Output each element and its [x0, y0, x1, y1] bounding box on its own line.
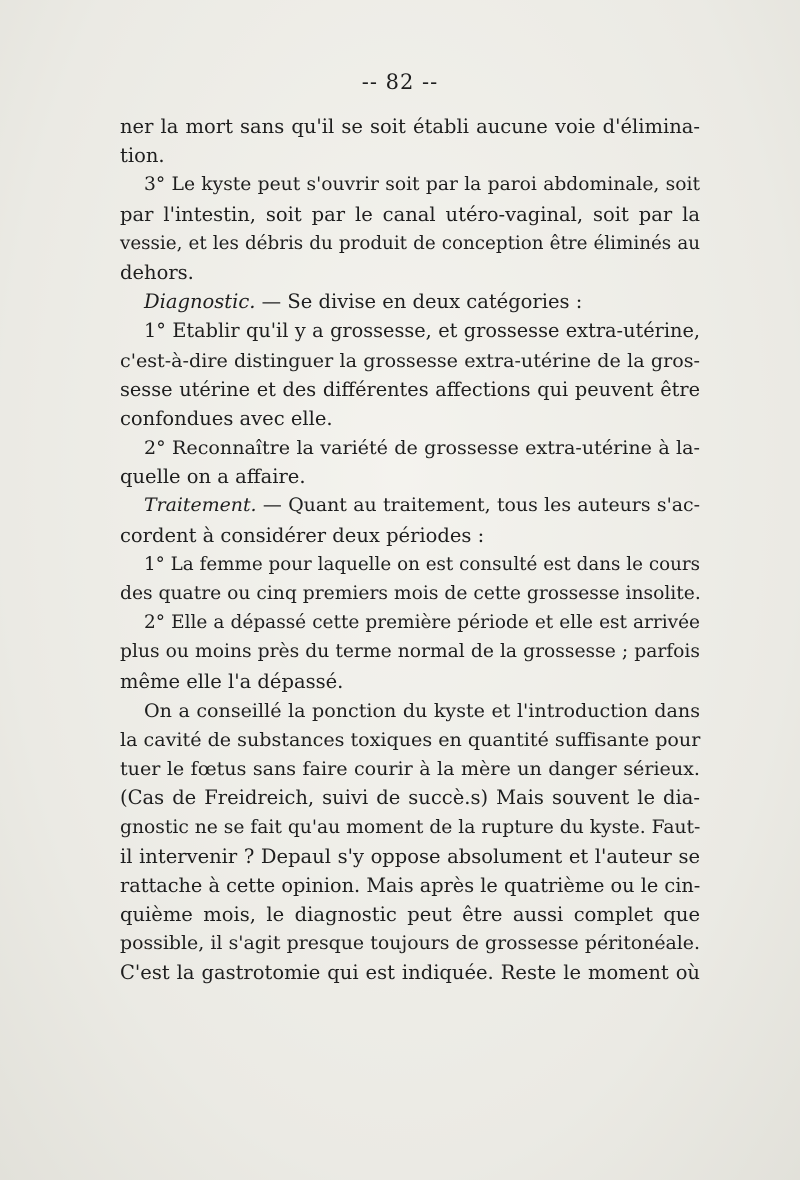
text-line: ner la mort sans qu'il se soit établi aucune voie d'élimina- [120, 115, 700, 138]
section-heading-diagnostic: Diagnostic. [144, 290, 256, 314]
text-line: 1° Etablir qu'il y a grossesse, et grossesse extra-utérine, [144, 319, 700, 343]
text-line: C'est la gastrotomie qui est indiquée. Reste le moment où [120, 961, 700, 985]
body-text [120, 112, 700, 988]
text-line: quelle on a affaire. [120, 465, 306, 489]
page-number: -- 82 -- [361, 70, 439, 94]
text-line: 2° Elle a dépassé cette première période et elle est arrivée [144, 612, 700, 634]
text-line: possible, il s'agit presque toujours de grossesse péritonéale. [120, 932, 700, 955]
section-heading-line [120, 491, 700, 520]
text-line: même elle l'a dépassé. [120, 669, 344, 693]
text-line: — Quant au traitement, tous les auteurs s'ac- [256, 494, 700, 517]
text-line: il intervenir ? Depaul s'y oppose absolument et l'auteur se [120, 844, 700, 868]
text-line: — Se divise en deux catégories : [255, 290, 583, 314]
text-line: tion. [120, 144, 165, 168]
text-line: plus ou moins près du terme normal de la grossesse ; parfois [120, 641, 700, 663]
text-line: c'est-à-dire distinguer la grossesse extra-utérine de la gros- [120, 348, 700, 372]
section-heading-traitement: Traitement. [144, 494, 257, 517]
text-line: 1° La femme pour laquelle on est consulté est dans le cours [144, 553, 700, 575]
text-line: 3° Le kyste peut s'ouvrir soit par la paroi abdominale, soit [144, 174, 700, 196]
text-line: rattache à cette opinion. Mais après le quatrième ou le cin- [120, 873, 701, 897]
text-line: des quatre ou cinq premiers mois de cette grossesse insolite. [120, 583, 701, 604]
text-line: On a conseillé la ponction du kyste et l'introduction dans [144, 698, 700, 722]
text-line: (Cas de Freidreich, suivi de succè.s) Mais souvent le dia- [120, 786, 700, 810]
section-heading-line [120, 287, 700, 316]
text-line: gnostic ne se fait qu'au moment de la rupture du kyste. Faut- [120, 816, 701, 838]
text-line: cordent à considérer deux périodes : [120, 523, 485, 547]
text-line: quième mois, le diagnostic peut être aussi complet que [120, 903, 700, 927]
text-line: 2° Reconnaître la variété de grossesse extra-utérine à la- [144, 436, 700, 460]
text-line: confondues avec elle. [120, 406, 333, 430]
text-line: sesse utérine et des différentes affections qui peuvent être [120, 377, 700, 401]
text-line: par l'intestin, soit par le canal utéro-vaginal, soit par la [120, 202, 700, 226]
text-line: la cavité de substances toxiques en quantité suffisante pour [120, 727, 701, 751]
text-line: dehors. [120, 260, 194, 284]
text-line: vessie, et les débris du produit de conception être éliminés au [120, 232, 700, 254]
text-line: tuer le fœtus sans faire courir à la mère un danger sérieux. [120, 757, 700, 781]
